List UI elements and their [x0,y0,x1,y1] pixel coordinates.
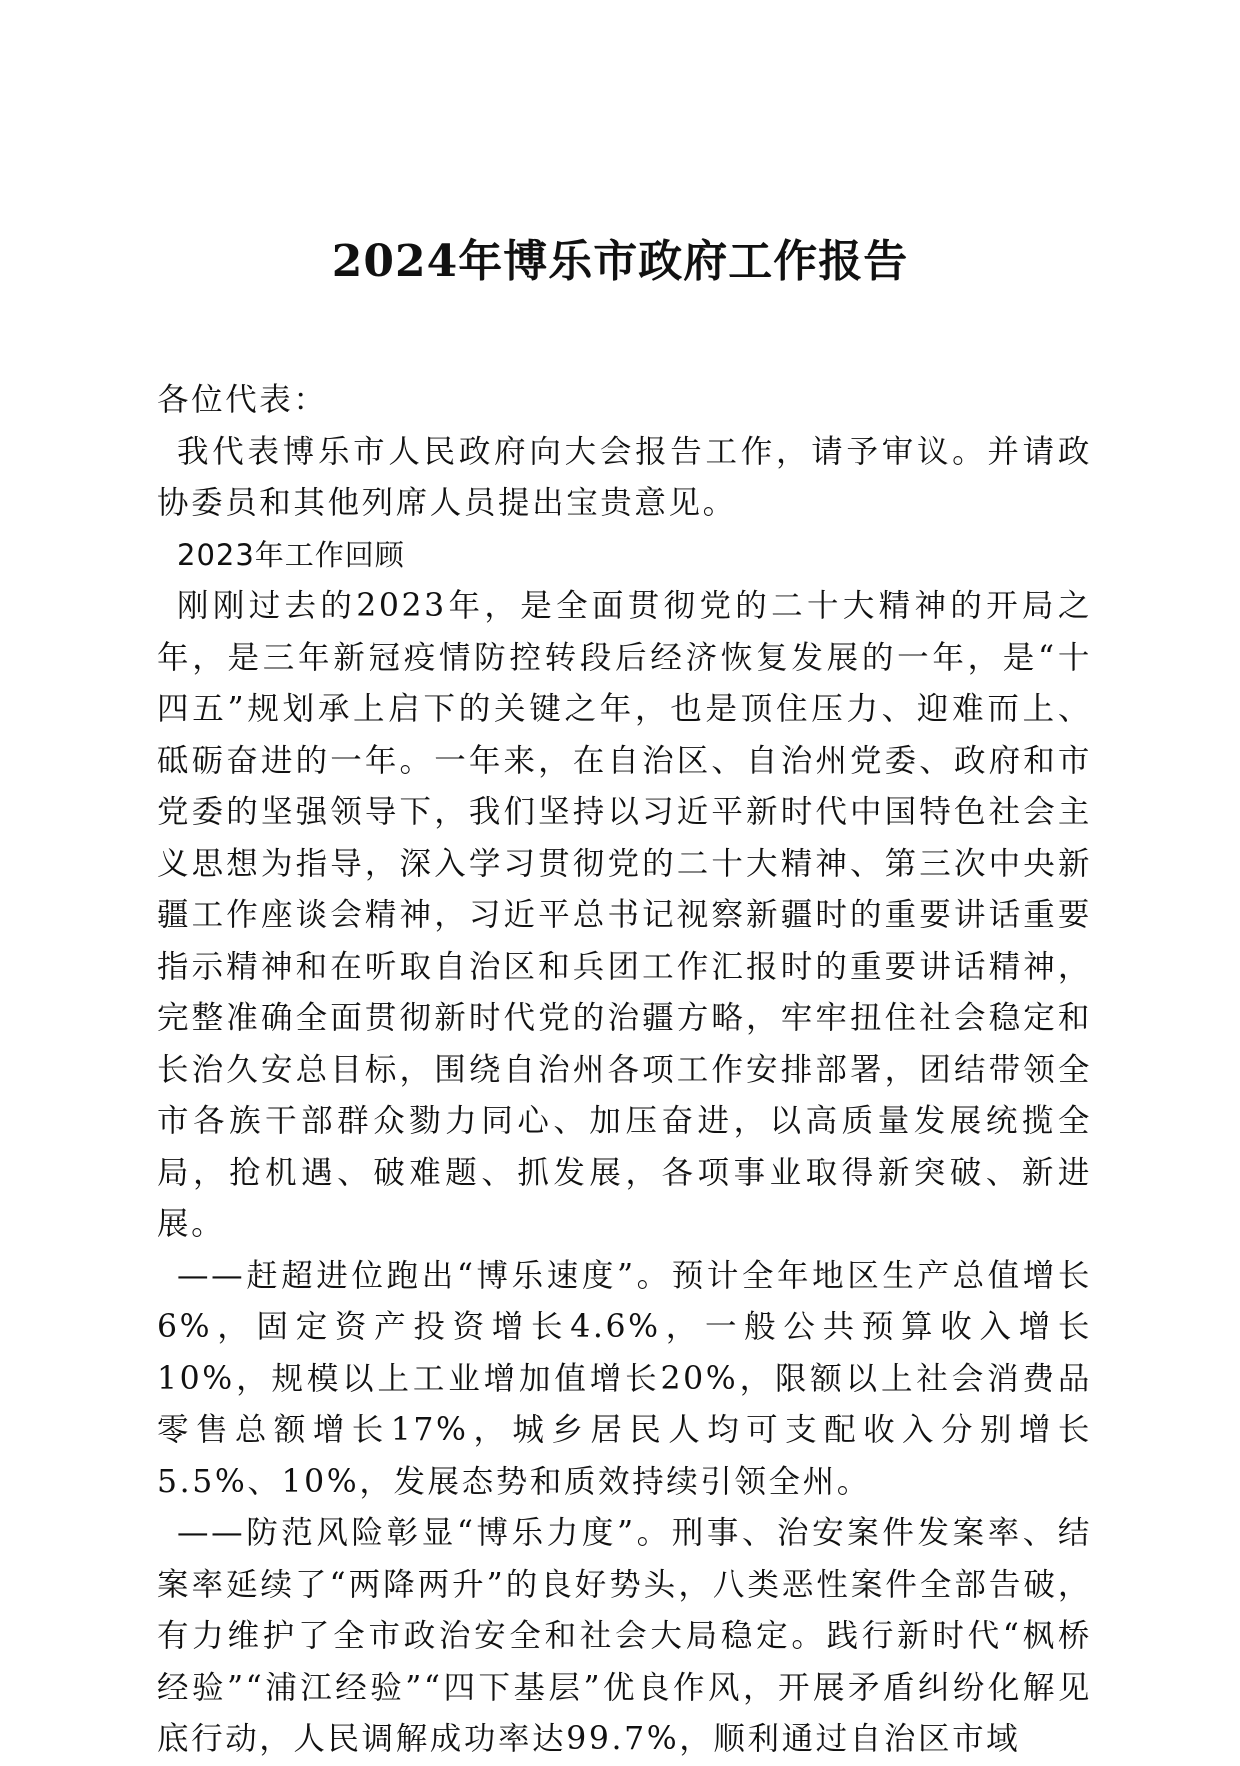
speed-paragraph: ——赶超进位跑出“博乐速度”。预计全年地区生产总值增长6%，固定资产投资增长4.6%，一般公共预算收入增长10%，规模以上工业增加值增长20%，限额以上社会消费品零售总额增长17%，城乡居民人均可支配收入分别增长5.5%、10%，发展态势和质效持续引领全州。 [157,1257,1092,1500]
section-heading: 2023年工作回顾 [177,537,405,572]
document-body [157,375,1092,1766]
document-title: 2024年博乐市政府工作报告 [331,236,909,287]
risk-paragraph: ——防范风险彰显“博乐力度”。刑事、治安案件发案率、结案率延续了“两降两升”的良好势头，八类恶性案件全部告破，有力维护了全市政治安全和社会大局稳定。践行新时代“枫桥经验”“浦江经验”“四下基层”优良作风，开展矛盾纠纷化解见底行动，人民调解成功率达99.7%，顺利通过自治区市域 [157,1515,1092,1757]
intro-paragraph: 我代表博乐市人民政府向大会报告工作，请予审议。并请政协委员和其他列席人员提出宝贵意见。 [157,433,1092,521]
salutation: 各位代表： [157,382,328,418]
review-paragraph: 刚刚过去的2023年，是全面贯彻党的二十大精神的开局之年，是三年新冠疫情防控转段后经济恢复发展的一年，是“十四五”规划承上启下的关键之年，也是顶住压力、迎难而上、砥砺奋进的一年。一年来，在自治区、自治州党委、政府和市党委的坚强领导下，我们坚持以习近平新时代中国特色社会主义思想为指导，深入学习贯彻党的二十大精神、第三次中央新疆工作座谈会精神，习近平总书记视察新疆时的重要讲话重要指示精神和在听取自治区和兵团工作汇报时的重要讲话精神，完整准确全面贯彻新时代党的治疆方略，牢牢扭住社会稳定和长治久安总目标，围绕自治州各项工作安排部署，团结带领全市各族干部群众勠力同心、加压奋进，以高质量发展统揽全局，抢机遇、破难题、抓发展，各项事业取得新突破、新进展。 [157,588,1092,1242]
